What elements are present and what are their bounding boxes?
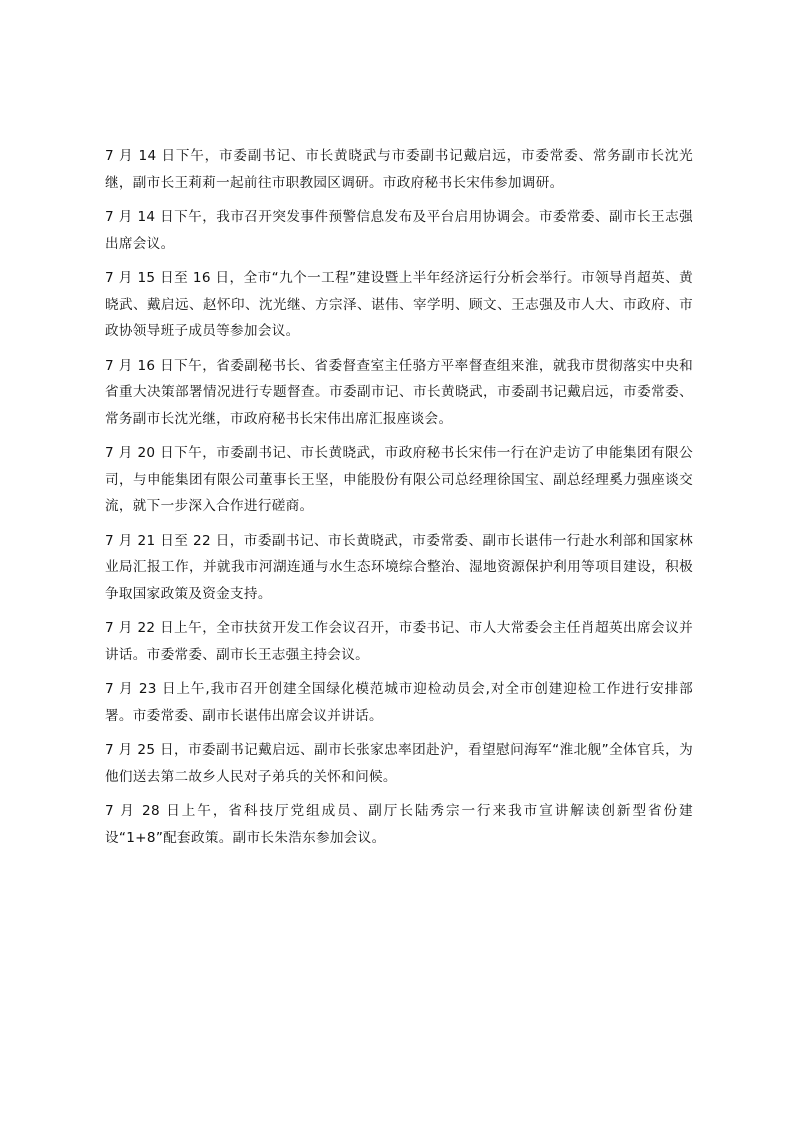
document-page — [105, 143, 693, 859]
news-paragraph-6: 7 月 21 日至 22 日，市委副书记、市长黄晓武，市委常委、副市长谌伟一行赴水利部和国家林业局汇报工作，并就我市河湖连通与水生态环境综合整治、湿地资源保护利用等项目建设，积极争取国家政策及资金支持。 — [105, 532, 693, 602]
news-paragraph-2: 7 月 14 日下午，我市召开突发事件预警信息发布及平台启用协调会。市委常委、副市长王志强出席会议。 — [105, 209, 693, 252]
news-paragraph-3: 7 月 15 日至 16 日，全市“九个一工程”建设暨上半年经济运行分析会举行。市领导肖超英、黄晓武、戴启远、赵怀印、沈光继、方宗泽、谌伟、宰学明、顾文、王志强及市人大、市政府、市政协领导班子成员等参加会议。 — [105, 270, 693, 339]
news-paragraph-1: 7 月 14 日下午，市委副书记、市长黄晓武与市委副书记戴启远，市委常委、常务副市长沈光继，副市长王莉莉一起前往市职教园区调研。市政府秘书长宋伟参加调研。 — [105, 148, 693, 191]
news-paragraph-10: 7 月 28 日上午，省科技厅党组成员、副厅长陆秀宗一行来我市宣讲解读创新型省份建设“1+8”配套政策。副市长朱浩东参加会议。 — [105, 803, 693, 846]
news-paragraph-7: 7 月 22 日上午，全市扶贫开发工作会议召开，市委书记、市人大常委会主任肖超英出席会议并讲话。市委常委、副市长王志强主持会议。 — [105, 620, 693, 663]
news-paragraph-4: 7 月 16 日下午，省委副秘书长、省委督查室主任骆方平率督查组来淮，就我市贯彻落实中央和省重大决策部署情况进行专题督查。市委副市记、市长黄晓武，市委副书记戴启远，市委常委、常务副市长沈光继，市政府秘书长宋伟出席汇报座谈会。 — [105, 357, 693, 427]
news-paragraph-5: 7 月 20 日下午，市委副书记、市长黄晓武，市政府秘书长宋伟一行在沪走访了申能集团有限公司，与申能集团有限公司董事长王坚，申能股份有限公司总经理徐国宝、副总经理奚力强座谈交流，就下一步深入合作进行磋商。 — [105, 445, 693, 514]
news-paragraph-8: 7 月 23 日上午,我市召开创建全国绿化模范城市迎检动员会,对全市创建迎检工作进行安排部署。市委常委、副市长谌伟出席会议并讲话。 — [105, 681, 693, 724]
news-paragraph-9: 7 月 25 日，市委副书记戴启远、副市长张家忠率团赴沪，看望慰问海军“淮北舰”全体官兵，为他们送去第二故乡人民对子弟兵的关怀和问候。 — [105, 742, 693, 785]
